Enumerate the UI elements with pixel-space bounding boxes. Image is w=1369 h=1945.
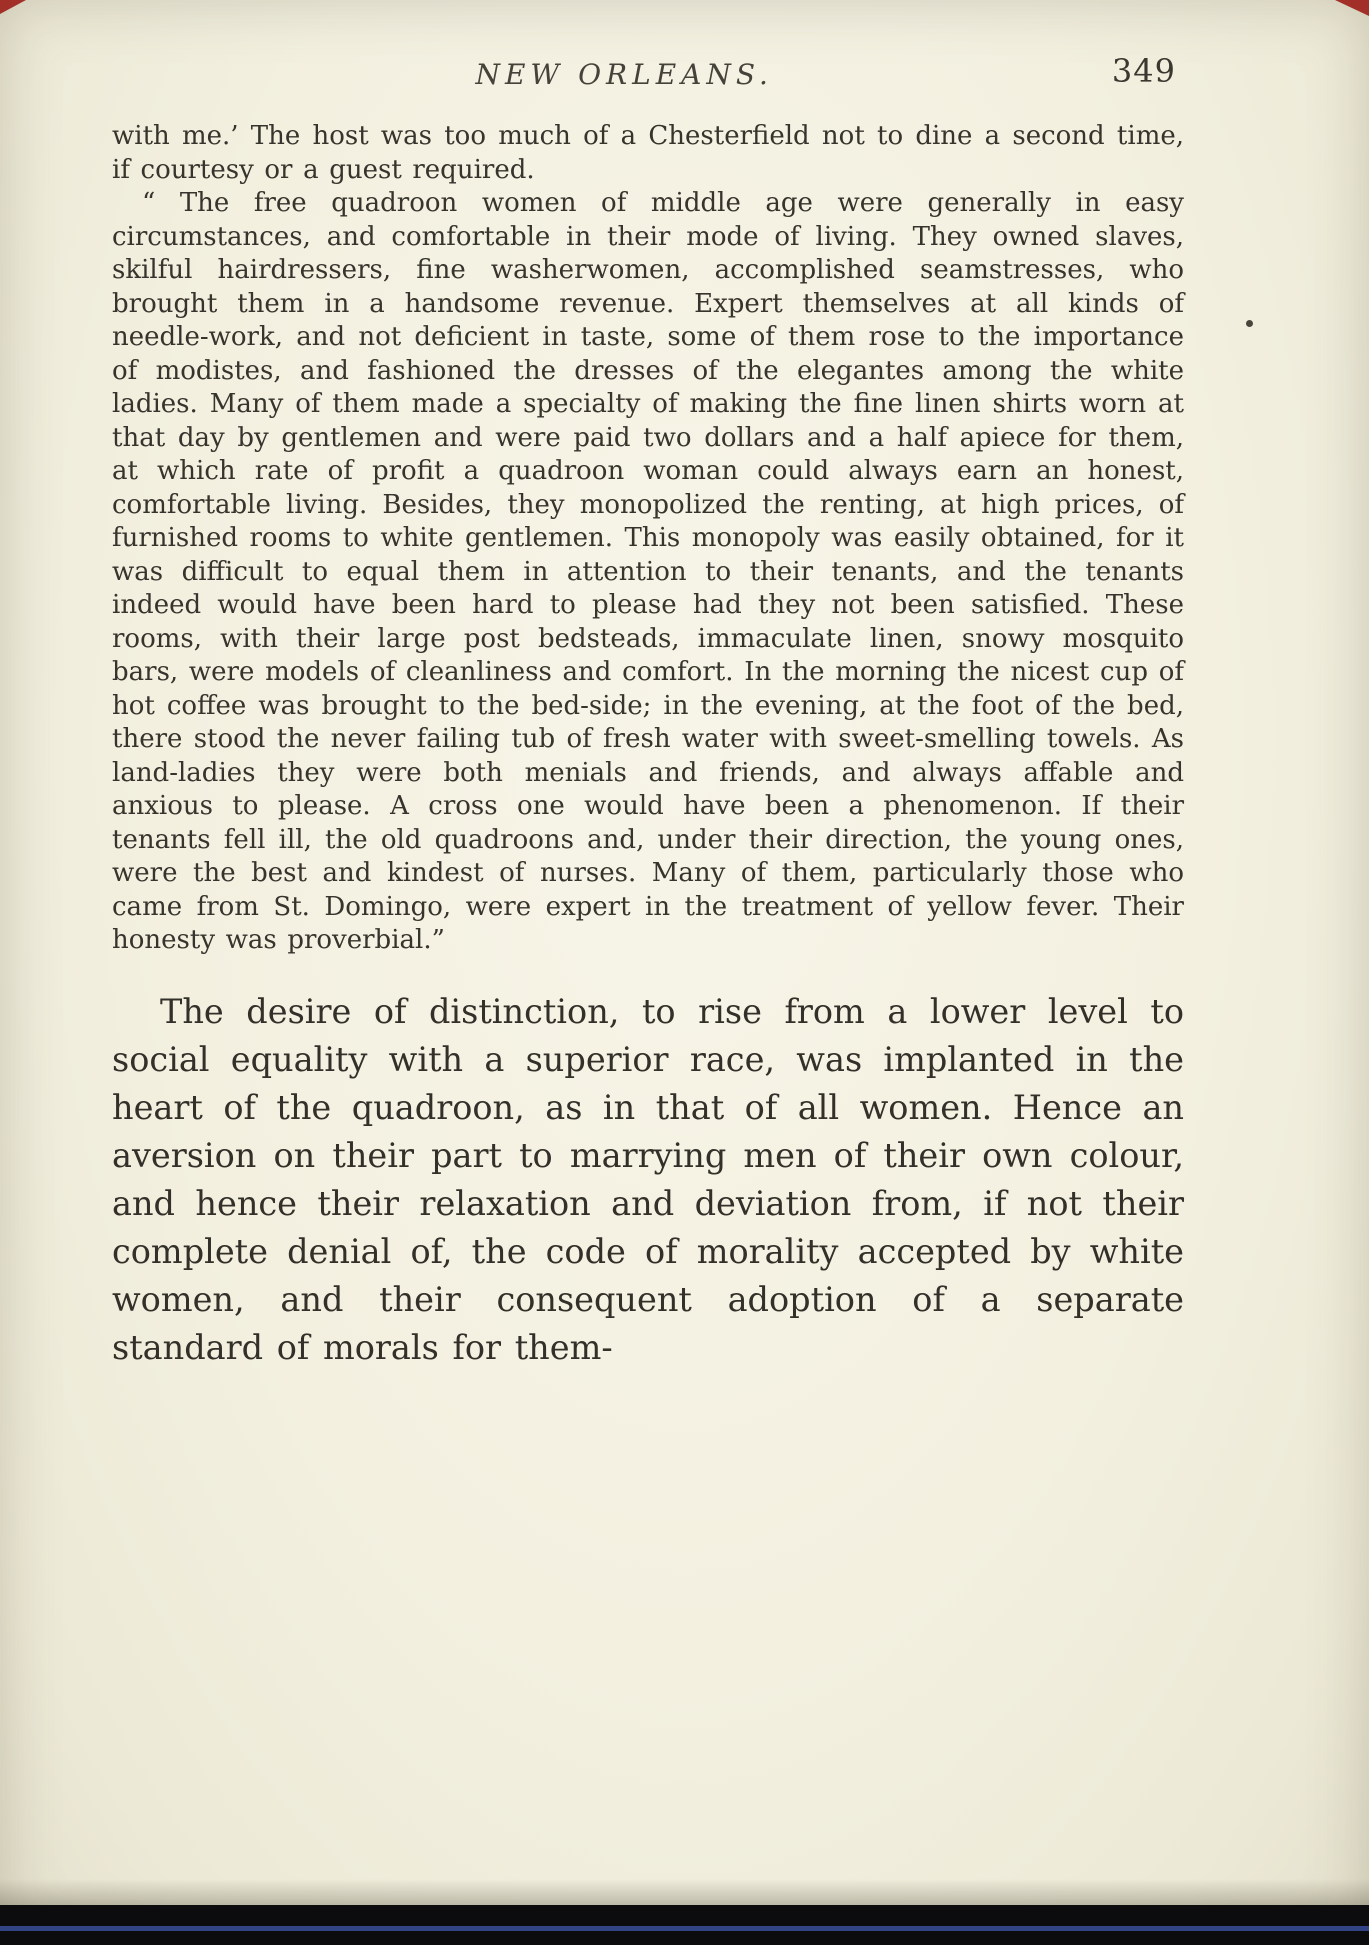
running-head: [112, 50, 1184, 108]
scan-bottom-blue-line: [0, 1926, 1369, 1931]
body-paragraph: The desire of distinction, to rise from a lower level to social equality with a superior race, was implanted in the heart of the quadroon, as in that of all women. Hence an aversion on their part to marrying men of their own colour, and hence their relaxation and deviation from, if not their complete denial of, the code of morality accepted by white women, and their consequent adoption of a separate standard of morals for them-: [112, 991, 1184, 1367]
scan-bottom-bar: [0, 1905, 1369, 1945]
page-bottom-shadow: [0, 1879, 1369, 1905]
ink-speck: [1246, 320, 1253, 327]
red-corner-mark-left: [0, 0, 26, 14]
paragraph-continuation: with me.’ The host was too much of a Chesterfield not to dine a second time, if courtesy or a guest required.: [112, 121, 1184, 185]
red-corner-mark-right: [1335, 0, 1369, 16]
quoted-paragraph: “ The free quadroon women of middle age were generally in easy circumstances, and comfortable in their mode of living. They owned slaves, skilful hairdressers, fine washerwomen, accomplished seamstresses, who brought them in a handsome revenue. Expert themselves at all kinds of needle-work, and not deficient in taste, some of them rose to the importance of modistes, and fashioned the dresses of the elegantes among the white ladies. Many of them made a specialty of making the fine linen shirts worn at that day by gentlemen and were paid two dollars and a half apiece for them, at which rate of profit a quadroon woman could always earn an honest, comfortable living. Besides, they monopolized the renting, at high prices, of furnished rooms to white gentlemen. This monopoly was easily obtained, for it was difficult to equal them in attention to their tenants, and the tenants indeed would have been hard to please had they not been satisfied. These rooms, with their large post bedsteads, immaculate linen, snowy mosquito bars, were models of cleanliness and comfort. In the morning the nicest cup of hot coffee was brought to the bed-side; in the evening, at the foot of the bed, there stood the never failing tub of fresh water with sweet-smelling towels. As land-ladies they were both menials and friends, and always affable and anxious to please. A cross one would have been a phenomenon. If their tenants fell ill, the old quadroons and, under their direction, the young ones, were the best and kindest of nurses. Many of them, particularly those who came from St. Domingo, were expert in the treatment of yellow fever. Their honesty was proverbial.”: [112, 188, 1184, 955]
page-text-block: [112, 50, 1184, 1372]
page-title: NEW ORLEANS.: [475, 58, 773, 91]
page-number: 349: [1111, 52, 1176, 90]
